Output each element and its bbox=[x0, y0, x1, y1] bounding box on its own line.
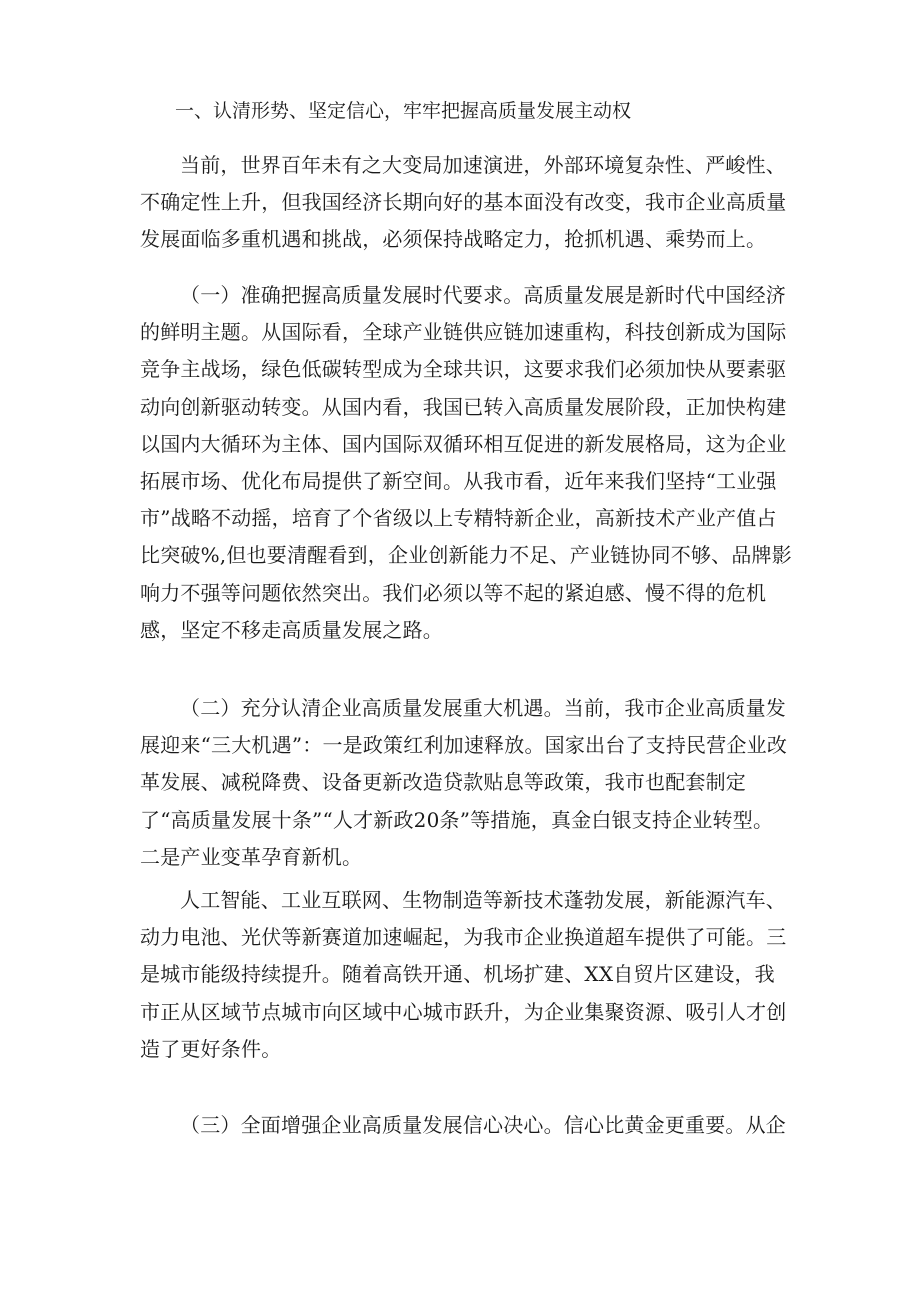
paragraph-2: （一）准确把握高质量发展时代要求。高质量发展是新时代中国经济的鲜明主题。从国际看，全球产业链供应链加速重构，科技创新成为国际竞争主战场，绿色低碳转型成为全球共识，这要求我们必须加快从要素驱动向创新驱动转变。从国内看，我国已转入高质量发展阶段，正加快构建以国内大循环为主体、国内国际双循环相互促进的新发展格局，这为企业拓展市场、优化布局提供了新空间。从我市看，近年来我们坚持“工业强市”战略不动摇，培育了个省级以上专精特新企业，高新技术产业产值占比突破%,但也要清醒看到，企业创新能力不足、产业链协同不够、品牌影响力不强等问题依然突出。我们必须以等不起的紧迫感、慢不得的危机感，坚定不移走高质量发展之路。 bbox=[140, 283, 792, 642]
paragraph-5: （三）全面增强企业高质量发展信心决心。信心比黄金更重要。从企 bbox=[180, 1113, 786, 1137]
paragraph-3: （二）充分认清企业高质量发展重大机遇。当前，我市企业高质量发展迎来“三大机遇”：一是政策红利加速释放。国家出台了支持民营企业改革发展、减税降费、设备更新改造贷款贴息等政策，我市也配套制定了“高质量发展十条”“人才新政20条”等措施，真金白银支持企业转型。二是产业变革孕育新机。 bbox=[140, 696, 788, 869]
paragraph-1: 当前，世界百年未有之大变局加速演进，外部环境复杂性、严峻性、不确定性上升，但我国经济长期向好的基本面没有改变，我市企业高质量发展面临多重机遇和挑战，必须保持战略定力，抢抓机遇、乘势而上。 bbox=[140, 153, 787, 252]
section-heading: 一、认清形势、坚定信心，牢牢把握高质量发展主动权 bbox=[175, 100, 632, 122]
paragraph-4: 人工智能、工业互联网、生物制造等新技术蓬勃发展，新能源汽车、动力电池、光伏等新赛道加速崛起，为我市企业换道超车提供了可能。三是城市能级持续提升。随着高铁开通、机场扩建、XX自贸片区建设，我市正从区域节点城市向区域中心城市跃升，为企业集聚资源、吸引人才创造了更好条件。 bbox=[140, 888, 787, 1061]
